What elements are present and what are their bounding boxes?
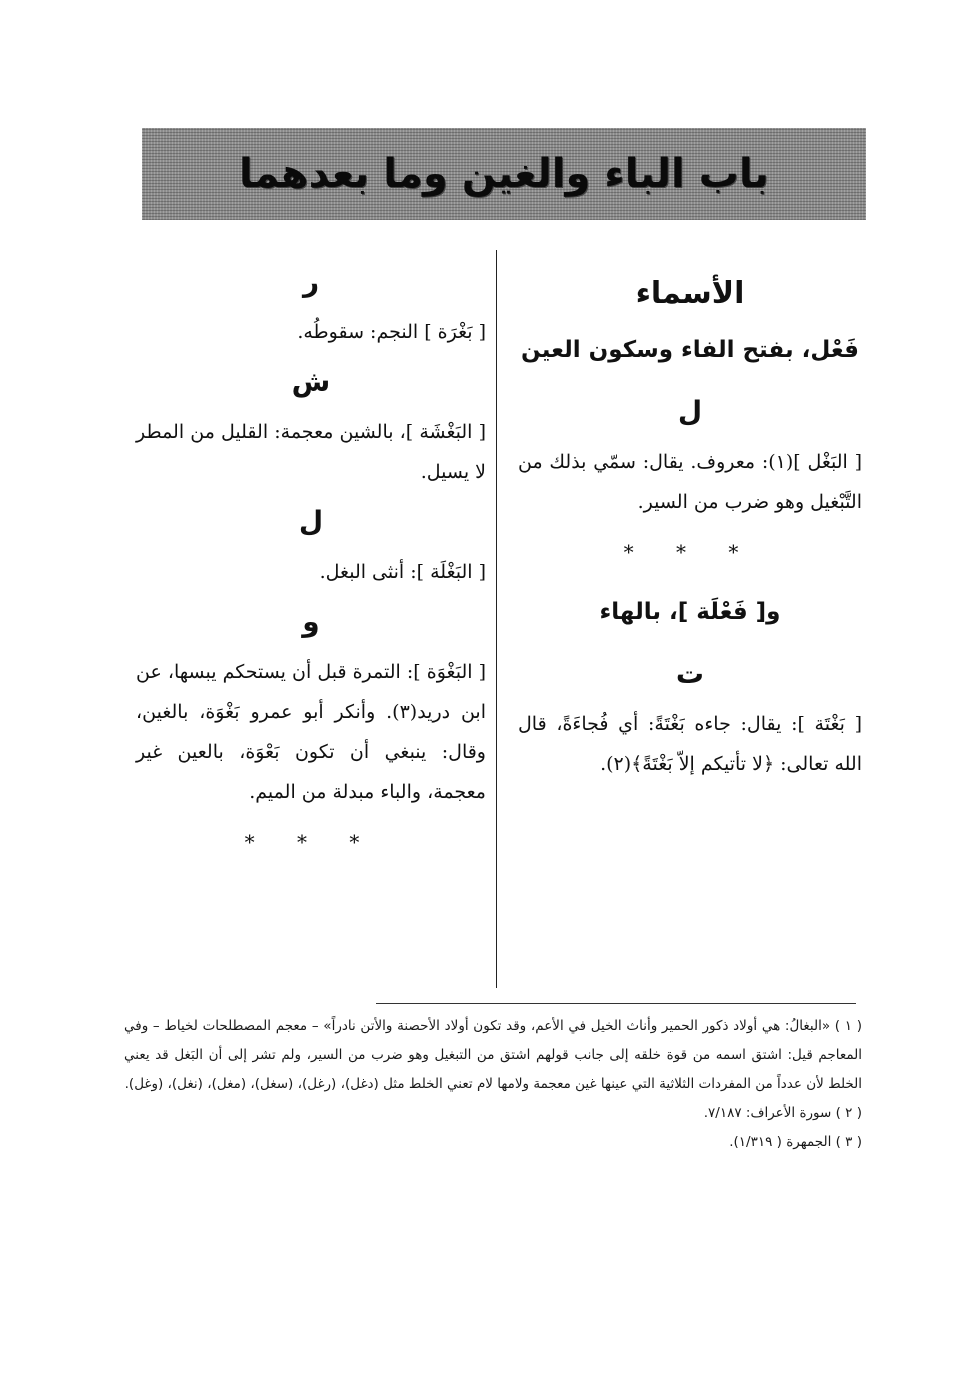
letter-heading-lam: ل <box>677 395 703 428</box>
footnote-2: ( ٢ ) سورة الأعراف: ٧/١٨٧. <box>703 1105 862 1121</box>
footnote-1: ( ١ ) «البغالُ: هي أولاد ذكور الحمير وأناث الخيل في الأعم، وقد تكون أولاد الأحصنة والأتن نادراً» – معجم المصطلحات لخياط – وفي المعاجم قيل: اشتق اسمه من قوة خلقه إلى جانب قولهم اشتق من التبغيل وهو ضرب من السير، ولم تشر إلى أن البَغل قد يعني الخلط لأن عدداً من المفردات الثلاثية التي عينها غين معجمة ولامها لام تعني الخلط مثل (دغل)، (رغل)، (سغل)، (مغل)، (نغل)، (وغل). <box>124 1018 862 1092</box>
letter-heading-shin: ش <box>291 365 331 398</box>
entry-baghsha: [ البَغْشَة ]، بالشين معجمة: القليل من المطر لا يسيل. <box>136 421 486 483</box>
chapter-banner <box>142 128 866 220</box>
letter-heading-waw: و <box>302 605 320 638</box>
footnote-3: ( ٣ ) الجمهرة ( ١/٣١٩). <box>729 1134 862 1150</box>
entry-baghwa: [ البَغْوَة ]: التمرة قبل أن يستحكم يبسها، عن ابن دريد(٣). وأنكر أبو عمرو بَغْوَة، بالغين، وقال: ينبغي أن تكون بَعْوَة، بالعين غير معجمة، والباء مبدلة من الميم. <box>136 661 486 803</box>
column-divider <box>496 250 497 988</box>
footnote-rule <box>376 1003 856 1004</box>
chapter-title: باب الباء والغين وما بعدهما <box>239 151 769 197</box>
section-separator: * * * <box>623 540 757 564</box>
entry-baghl: [ البَغْل ](١): معروف. يقال: سمّي بذلك من التَّبْغيل وهو ضرب من السير. <box>518 451 862 513</box>
footnotes <box>124 1012 862 1157</box>
pattern-heading: فَعْل، بفتح الفاء وسكون العين <box>521 337 859 363</box>
letter-heading-ta: ت <box>675 657 705 690</box>
entry-baghta: [ بَغْتَة ]: يقال: جاءه بَغْتَةً: أي فُجاءَةً، قال الله تعالى: ﴿لا تأتيكم إلاّ بَغْتَةً﴾(٢). <box>518 713 862 775</box>
letter-heading-ra: ر <box>302 265 320 298</box>
letter-heading-lam: ل <box>298 505 324 538</box>
section-separator: * * * <box>244 830 378 854</box>
section-heading: الأسماء <box>635 276 745 311</box>
left-column <box>136 262 486 882</box>
right-column <box>518 262 862 794</box>
subheading-faala: و[ فَعْلَة ]، بالهاء <box>599 599 781 625</box>
entry-baghra: [ بَغْرَة ] النجم: سقوطُه. <box>297 321 486 343</box>
entry-baghla: [ البَغْلَة ]: أنثى البغل. <box>319 561 486 583</box>
